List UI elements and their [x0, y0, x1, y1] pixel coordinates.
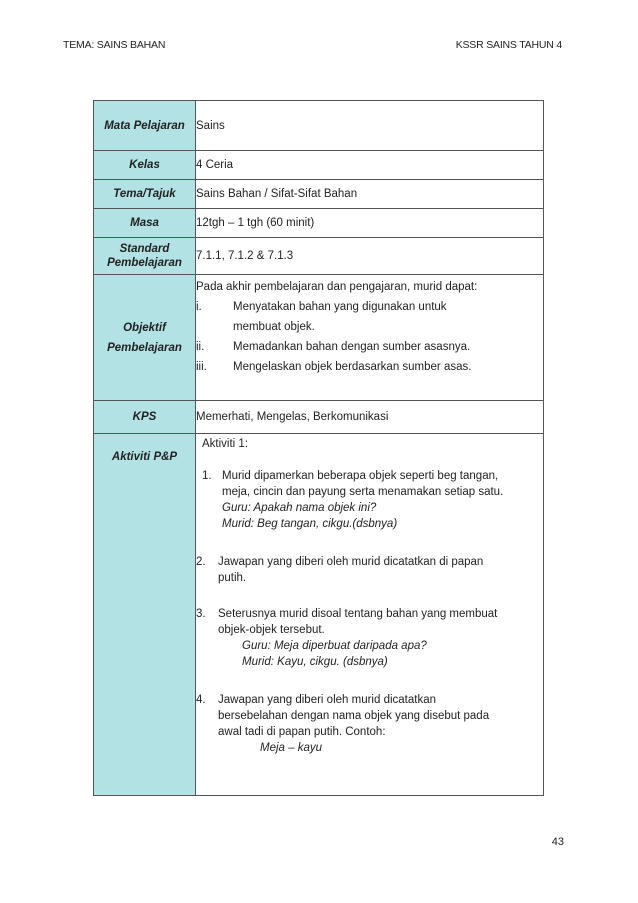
step-dialogue: Guru: Meja diperbuat daripada apa? [242, 640, 427, 652]
step-number: 2. [196, 556, 206, 568]
header-right: KSSR SAINS TAHUN 4 [455, 39, 562, 51]
objektif-num: iii. [196, 361, 207, 373]
aktiviti-block [196, 436, 543, 756]
row-kps [94, 401, 544, 434]
objektif-text: Memadankan bahan dengan sumber asasnya. [233, 341, 471, 353]
step-dialogue: Murid: Kayu, cikgu. (dsbnya) [242, 656, 388, 668]
objektif-item [196, 357, 543, 377]
row-mata-pelajaran [94, 101, 544, 151]
page-number: 43 [551, 836, 564, 848]
value-kelas: 4 Ceria [196, 151, 544, 180]
label-standard-line2: Pembelajaran [107, 257, 182, 269]
value-masa: 12tgh – 1 tgh (60 minit) [196, 209, 544, 238]
objektif-item [196, 297, 543, 317]
step-line: awal tadi di papan putih. Contoh: [218, 726, 386, 738]
aktiviti-step-1 [202, 468, 543, 532]
label-mata-pelajaran: Mata Pelajaran [94, 101, 196, 151]
row-masa [94, 209, 544, 238]
label-tema: Tema/Tajuk [94, 180, 196, 209]
label-objektif-line1: Objektif [123, 321, 166, 334]
value-kps: Memerhati, Mengelas, Berkomunikasi [196, 401, 544, 434]
aktiviti-heading: Aktiviti 1: [202, 438, 249, 450]
step-line: bersebelahan dengan nama objek yang disebut pada [218, 710, 490, 722]
step-number: 1. [202, 470, 212, 482]
label-kps: KPS [94, 401, 196, 434]
label-standard-line1: Standard [119, 243, 170, 255]
objektif-intro: Pada akhir pembelajaran dan pengajaran, murid dapat: [196, 281, 478, 293]
header-left: TEMA: SAINS BAHAN [63, 39, 166, 51]
label-objektif-line2: Pembelajaran [107, 341, 182, 354]
label-kelas: Kelas [94, 151, 196, 180]
lesson-plan-table [93, 100, 544, 796]
step-dialogue: Murid: Beg tangan, cikgu.(dsbnya) [222, 518, 398, 530]
step-line: putih. [218, 572, 247, 584]
objektif-text: Menyatakan bahan yang digunakan untuk [233, 301, 447, 313]
row-objektif [94, 275, 544, 401]
label-standard [94, 238, 196, 275]
step-line: Seterusnya murid disoal tentang bahan yang membuat [218, 608, 498, 620]
step-number: 4. [196, 694, 206, 706]
step-line: Murid dipamerkan beberapa objek seperti beg tangan, [222, 470, 499, 482]
step-number: 3. [196, 608, 206, 620]
step-line: Jawapan yang diberi oleh murid dicatatkan [218, 694, 436, 706]
value-standard: 7.1.1, 7.1.2 & 7.1.3 [196, 238, 544, 275]
objektif-text: Mengelaskan objek berdasarkan sumber asas. [233, 361, 472, 373]
objektif-item-cont [196, 317, 543, 337]
row-tema [94, 180, 544, 209]
row-kelas [94, 151, 544, 180]
step-dialogue: Guru: Apakah nama objek ini? [222, 502, 377, 514]
aktiviti-step-2 [196, 554, 543, 586]
step-line: objek-objek tersebut. [218, 624, 325, 636]
objektif-num: i. [196, 301, 202, 313]
step-line: meja, cincin dan payung serta menamakan setiap satu. [222, 486, 504, 498]
row-standard [94, 238, 544, 275]
objektif-text: membuat objek. [233, 321, 315, 333]
aktiviti-step-3 [196, 606, 543, 670]
label-objektif [94, 275, 196, 401]
step-example: Meja – kayu [260, 742, 323, 754]
objektif-item [196, 337, 543, 357]
step-line: Jawapan yang diberi oleh murid dicatatkan di papan [218, 556, 484, 568]
objektif-num: ii. [196, 341, 205, 353]
value-objektif [196, 275, 544, 401]
row-aktiviti [94, 434, 544, 796]
value-mata-pelajaran: Sains [196, 101, 544, 151]
aktiviti-step-4 [196, 692, 543, 756]
value-tema: Sains Bahan / Sifat-Sifat Bahan [196, 180, 544, 209]
label-masa: Masa [94, 209, 196, 238]
label-aktiviti: Aktiviti P&P [94, 434, 196, 796]
value-aktiviti [196, 434, 544, 796]
